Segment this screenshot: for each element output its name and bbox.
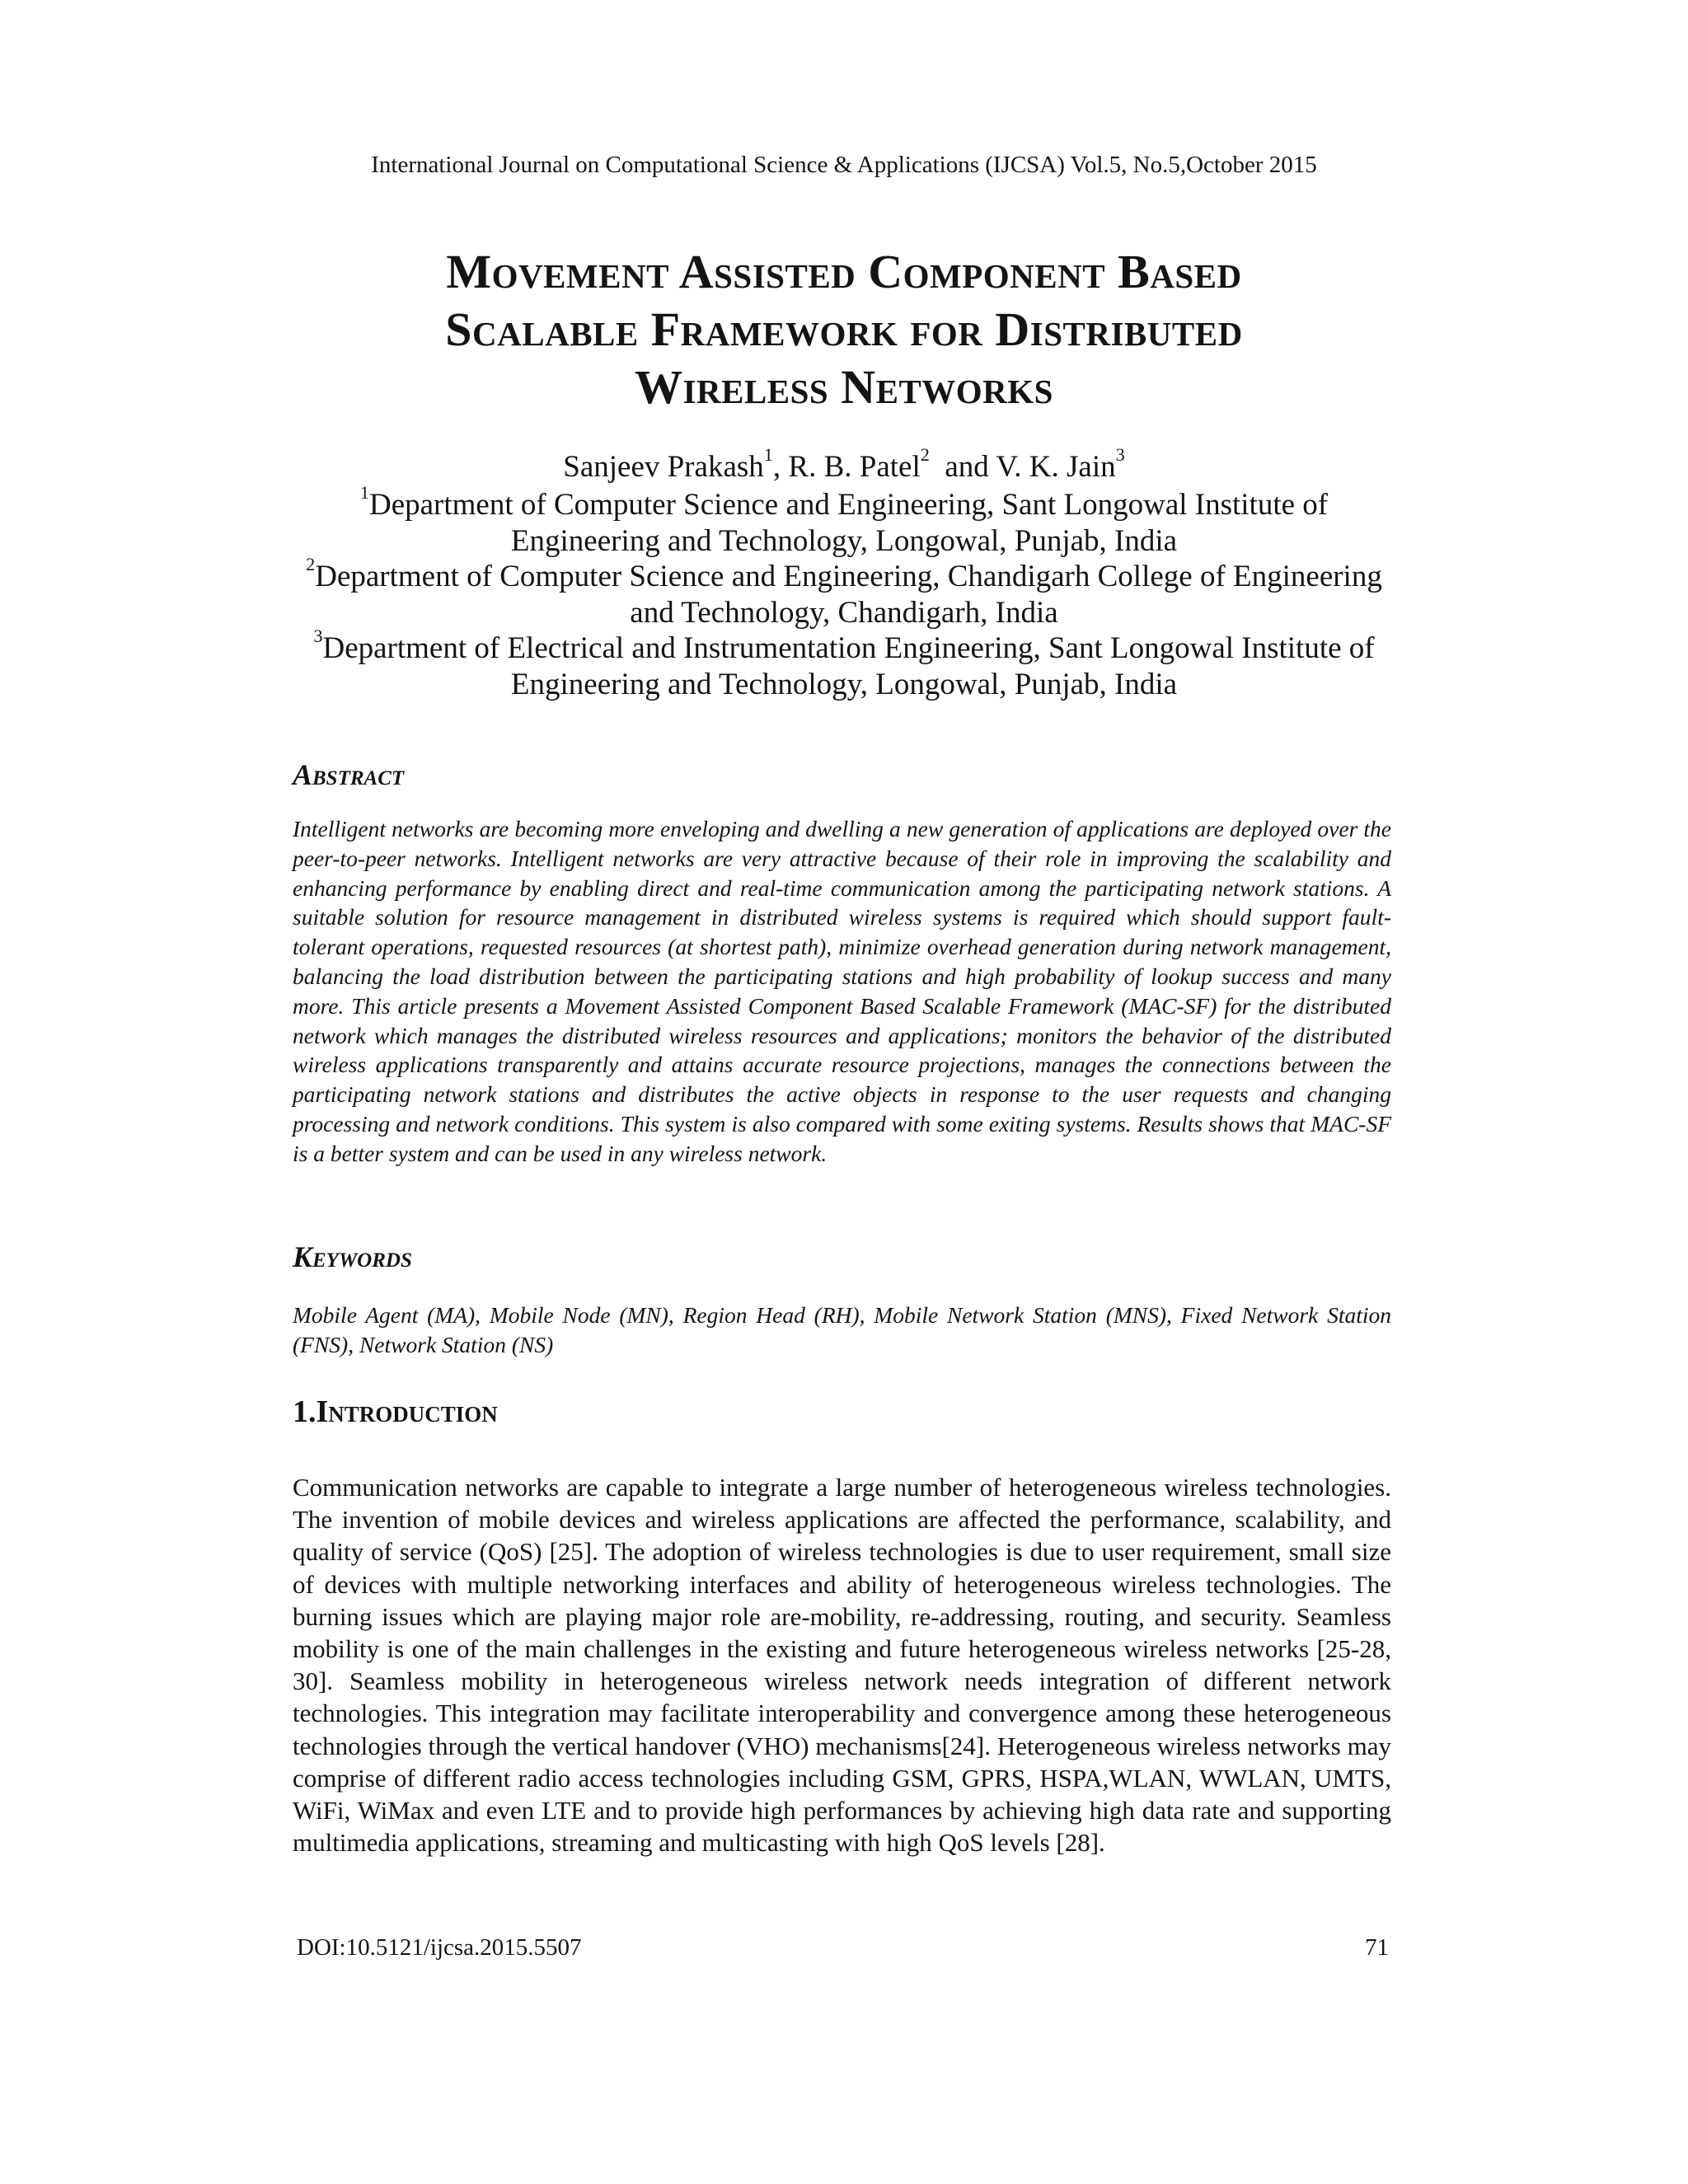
abstract-heading: Abstract	[293, 758, 405, 791]
author-affiliation-mark: 3	[1115, 444, 1125, 466]
keywords-body: Mobile Agent (MA), Mobile Node (MN), Region Head (RH), Mobile Network Station (MNS), Fixed Network Station (FNS), Network Station (NS)	[293, 1302, 1391, 1357]
introduction-heading: 1.Introduction	[293, 1394, 498, 1429]
affiliation-line	[0, 626, 1688, 667]
paper-title	[0, 243, 1688, 416]
affiliation-mark: 1	[359, 482, 369, 504]
affiliation	[0, 554, 1688, 630]
affiliation-line	[0, 482, 1688, 523]
affiliation	[0, 626, 1688, 702]
affiliation-text: Department of Computer Science and Engineering, Sant Longowal Institute of	[368, 488, 1329, 522]
affiliation-list	[0, 482, 1688, 702]
title-line: Scalable Framework for Distributed	[445, 302, 1243, 356]
author-name: V. K. Jain	[996, 450, 1116, 484]
title-line: Movement Assisted Component Based	[446, 245, 1242, 298]
affiliation-mark: 3	[313, 626, 323, 647]
affiliation-line: Engineering and Technology, Longowal, Punjab, India	[510, 523, 1178, 558]
introduction-body: Communication networks are capable to integrate a large number of heterogeneous wireless technologies. The invention of mobile devices and wireless applications are affected the performance, scalability, and quality of service (QoS) [25]. The adoption of wireless technologies is due to user requirement, small size of devices with multiple networking interfaces and ability of heterogeneous wireless technologies. The burning issues which are playing major role are-mobility, re-addressing, routing, and security. Seamless mobility is one of the main challenges in the existing and future heterogeneous wireless networks [25-28, 30]. Seamless mobility in heterogeneous wireless network needs integration of different network technologies. This integration may facilitate interoperability and convergence among these heterogeneous technologies through the vertical handover (VHO) mechanisms[24]. Heterogeneous wireless networks may comprise of different radio access technologies including GSM, GPRS, HSPA,WLAN, WWLAN, UMTS, WiFi, WiMax and even LTE and to provide high performances by achieving high data rate and supporting multimedia applications, streaming and multicasting with high QoS levels [28].	[293, 1473, 1391, 1858]
affiliation-text: Department of Electrical and Instrumentation Engineering, Sant Longowal Institute of	[322, 631, 1375, 665]
abstract-body: Intelligent networks are becoming more enveloping and dwelling a new generation of applications are deployed over the peer-to-peer networks. Intelligent networks are very attractive because of their role in improving the scalability and enhancing performance by enabling direct and real-time communication among the participating network stations. A suitable solution for resource management in distributed wireless systems is required which should support fault-tolerant operations, requested resources (at shortest path), minimize overhead generation during network management, balancing the load distribution between the participating stations and high probability of lookup success and many more. This article presents a Movement Assisted Component Based Scalable Framework (MAC-SF) for the distributed network which manages the distributed wireless resources and applications; monitors the behavior of the distributed wireless applications transparently and attains accurate resource projections, manages the connections between the participating network stations and distributes the active objects in response to the user requests and changing processing and network conditions. This system is also compared with some exiting systems. Results shows that MAC-SF is a better system and can be used in any wireless network.	[293, 816, 1391, 1166]
author-affiliation-mark: 1	[763, 444, 773, 466]
author-list: Sanjeev Prakash$^1$, R. B. Patel$^2$ and V. K. Jain$^3$	[563, 444, 1125, 484]
author-affiliation-mark: 2	[920, 444, 930, 466]
affiliation-line	[0, 554, 1688, 595]
page-number: 71	[1365, 1934, 1389, 1961]
affiliation-text: Department of Computer Science and Engineering, Chandigarh College of Engineering	[315, 560, 1382, 593]
author-name: R. B. Patel	[788, 450, 921, 484]
doi-footer: DOI:10.5121/ijcsa.2015.5507	[297, 1934, 582, 1961]
keywords-heading: Keywords	[293, 1240, 412, 1273]
affiliation-line: Engineering and Technology, Longowal, Punjab, India	[510, 667, 1178, 701]
title-line: Wireless Networks	[635, 360, 1053, 414]
journal-header: International Journal on Computational Science & Applications (IJCSA) Vol.5, No.5,October 2015	[371, 152, 1317, 178]
author-name: Sanjeev Prakash	[563, 450, 764, 484]
affiliation	[0, 482, 1688, 559]
affiliation-line: and Technology, Chandigarh, India	[630, 595, 1058, 630]
affiliation-mark: 2	[306, 554, 316, 575]
